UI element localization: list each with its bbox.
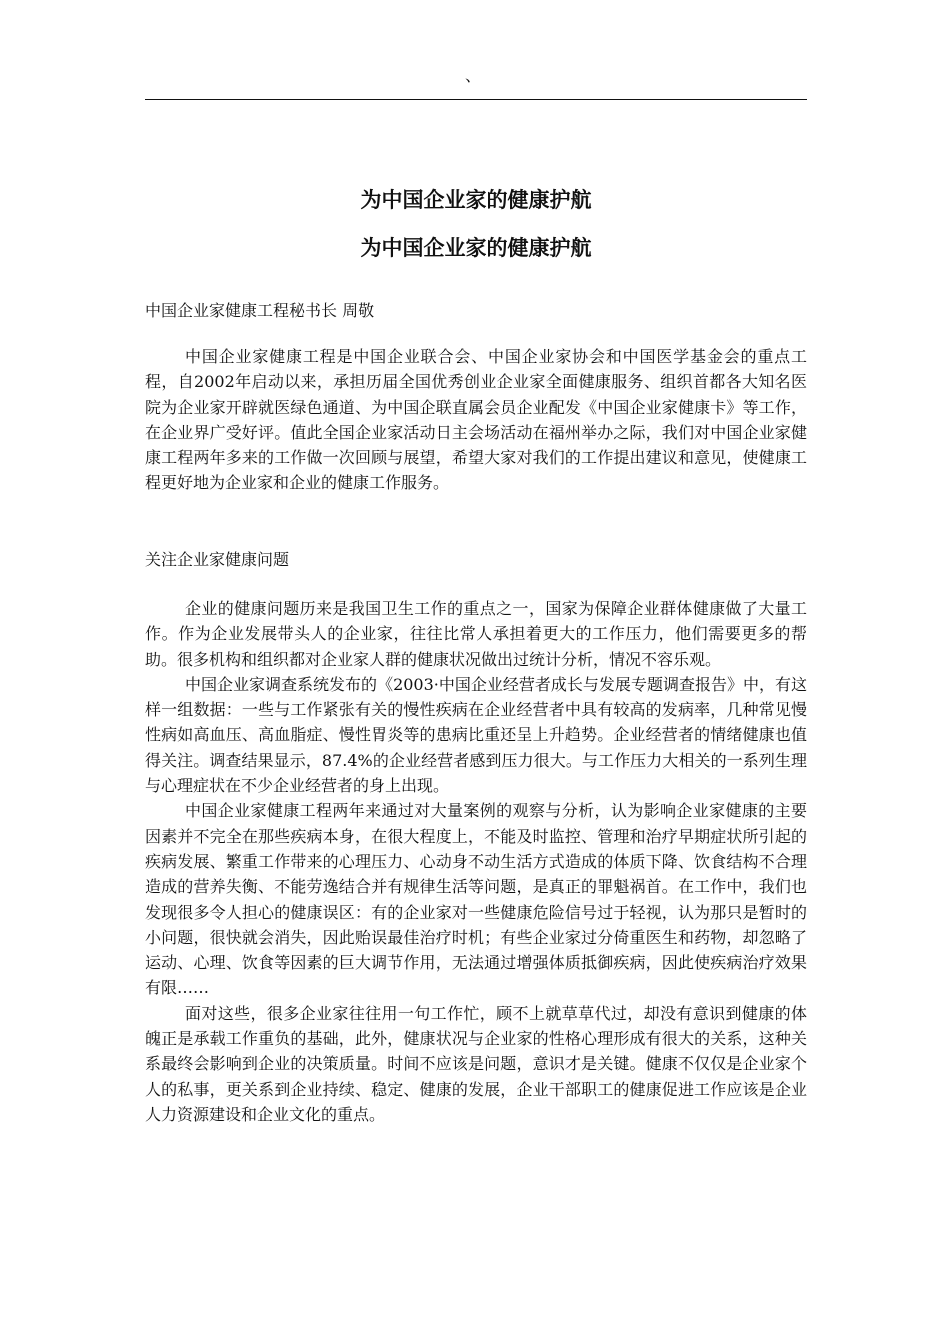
section-paragraph-2: 中国企业家调查系统发布的《2003·中国企业经营者成长与发展专题调查报告》中，有这样一组数据：一些与工作紧张有关的慢性疾病在企业经营者中具有较高的发病率，几种常见慢性病如高血压、高血脂症、慢性胃炎等的患病比重还呈上升趋势。企业经营者的情绪健康也值得关注。调查结果显示，87.4%的企业经营者感到压力很大。与工作压力大相关的一系列生理与心理症状在不少企业经营者的身上出现。 bbox=[145, 674, 807, 796]
header-rule bbox=[145, 99, 807, 100]
section-paragraph-3: 中国企业家健康工程两年来通过对大量案例的观察与分析，认为影响企业家健康的主要因素并不完全在那些疾病本身，在很大程度上，不能及时监控、管理和治疗早期症状所引起的疾病发展、繁重工作带来的心理压力、心动身不动生活方式造成的体质下降、饮食结构不合理造成的营养失衡、不能劳逸结合并有规律生活等问题，是真正的罪魁祸首。在工作中，我们也发现很多令人担心的健康误区：有的企业家对一些健康危险信号过于轻视，认为那只是暂时的小问题，很快就会消失，因此贻误最佳治疗时机；有些企业家过分倚重医生和药物，却忽略了运动、心理、饮食等因素的巨大调节作用，无法通过增强体质抵御疾病，因此使疾病治疗效果有限…… bbox=[145, 801, 807, 998]
section-heading: 关注企业家健康问题 bbox=[145, 550, 290, 569]
intro-paragraph: 中国企业家健康工程是中国企业联合会、中国企业家协会和中国医学基金会的重点工程，自2002年启动以来，承担历届全国优秀创业企业家全面健康服务、组织首都各大知名医院为企业家开辟就医绿色通道、为中国企联直属会员企业配发《中国企业家健康卡》等工作，在企业界广受好评。值此全国企业家活动日主会场活动在福州举办之际，我们对中国企业家健康工程两年多来的工作做一次回顾与展望，希望大家对我们的工作提出建议和意见，使健康工程更好地为企业家和企业的健康工作服务。 bbox=[145, 347, 807, 493]
section-body bbox=[145, 596, 807, 1127]
header-mark: 、 bbox=[465, 66, 482, 85]
section-paragraph-4: 面对这些，很多企业家往往用一句工作忙，顾不上就草草代过，却没有意识到健康的体魄正是承载工作重负的基础，此外，健康状况与企业家的性格心理形成有很大的关系，这种关系最终会影响到企业的决策质量。时间不应该是问题，意识才是关键。健康不仅仅是企业家个人的私事，更关系到企业持续、稳定、健康的发展，企业干部职工的健康促进工作应该是企业人力资源建设和企业文化的重点。 bbox=[145, 1003, 807, 1124]
author-line: 中国企业家健康工程秘书长 周敬 bbox=[145, 301, 375, 320]
section-paragraph-1: 企业的健康问题历来是我国卫生工作的重点之一，国家为保障企业群体健康做了大量工作。作为企业发展带头人的企业家，往往比常人承担着更大的工作压力，他们需要更多的帮助。很多机构和组织都对企业家人群的健康状况做出过统计分析，情况不容乐观。 bbox=[145, 599, 807, 669]
intro-paragraph-block bbox=[145, 344, 807, 496]
document-title: 为中国企业家的健康护航 bbox=[360, 188, 592, 212]
document-title-repeat: 为中国企业家的健康护航 bbox=[360, 236, 592, 260]
